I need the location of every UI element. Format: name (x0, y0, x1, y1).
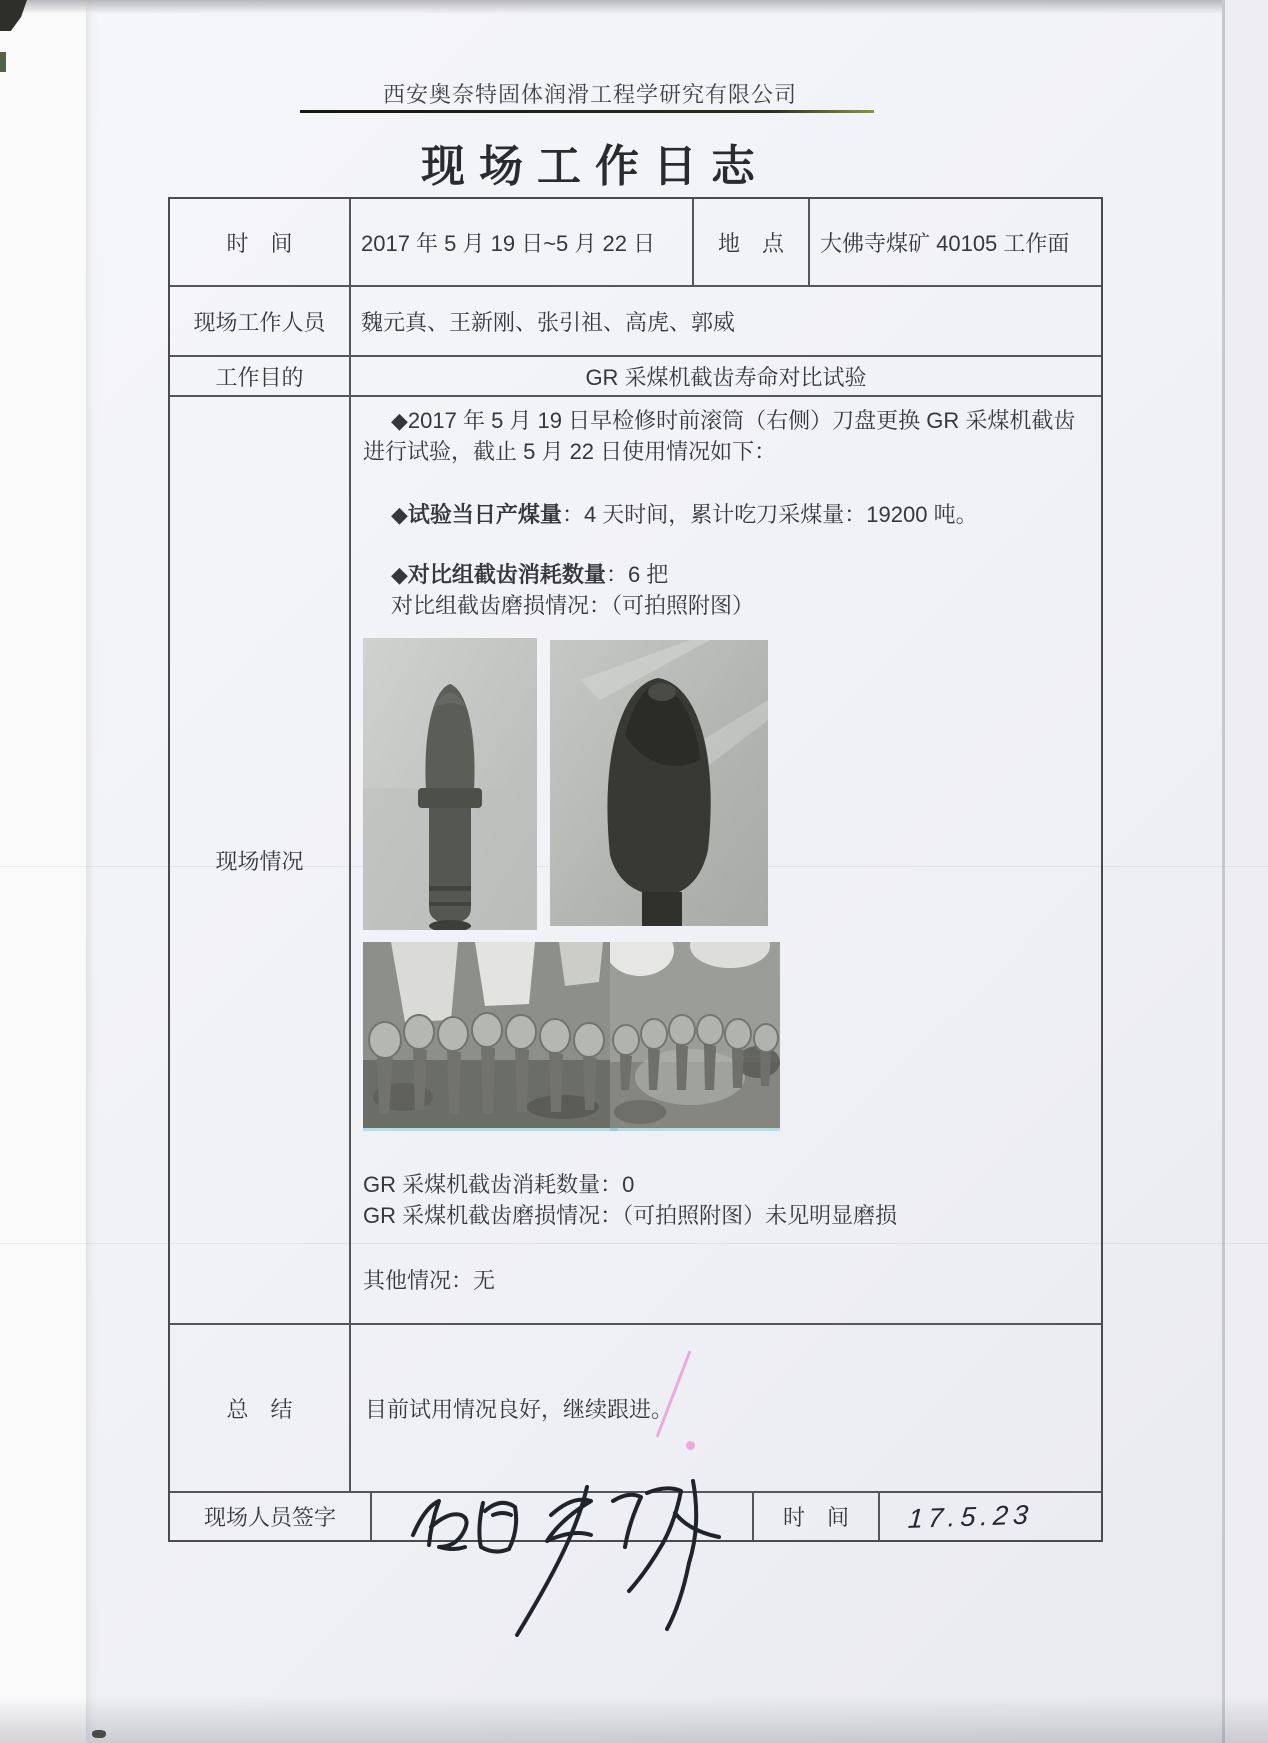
photo-drum-picks-left (363, 942, 618, 1131)
place-label-cell: 地 点 (694, 199, 810, 287)
work-log-table (168, 197, 1103, 1542)
site-paragraph-1: ◆2017 年 5 月 19 日早检修时前滚筒（右侧）刀盘更换 GR 采煤机截齿进行试验，截止 5 月 22 日使用情况如下： (363, 408, 1076, 464)
site-p3-bold: 对比组截齿消耗数量 (407, 562, 606, 587)
photo-new-pick (363, 638, 537, 930)
site-paragraph-5: GR 采煤机截齿消耗数量：0 (363, 1172, 635, 1197)
site-paragraph-6: GR 采煤机截齿磨损情况：（可拍照附图）未见明显磨损 (363, 1203, 898, 1228)
bullet-diamond: ◆ (391, 562, 408, 587)
site-p2-bold: 试验当日产煤量 (407, 502, 562, 527)
signature-cell (372, 1493, 754, 1540)
site-content-cell (351, 397, 1101, 1325)
purpose-value-cell: GR 采煤机截齿寿命对比试验 (351, 357, 1101, 397)
summary-value-cell: 目前试用情况良好，继续跟进。 (351, 1325, 1101, 1493)
scan-bottom-speck (92, 1730, 106, 1738)
sign-time-label-cell: 时 间 (754, 1493, 880, 1540)
site-p2-rest: ：4 天时间，累计吃刀采煤量：19200 吨。 (561, 502, 978, 527)
company-name: 西安奥奈特固体润滑工程学研究有限公司 (382, 82, 797, 107)
page-title: 现场工作日志 (421, 142, 769, 191)
staff-value-cell: 魏元真、王新刚、张引祖、高虎、郭威 (351, 287, 1101, 357)
summary-label-cell: 总 结 (170, 1325, 351, 1493)
site-paragraph-4: 对比组截齿磨损情况：（可拍照附图） (391, 593, 755, 618)
signature-label-cell: 现场人员签字 (170, 1493, 372, 1540)
paper-left-margin (0, 0, 86, 1743)
time-label-cell: 时 间 (170, 199, 351, 287)
company-underline (300, 110, 874, 113)
scan-top-shadow (0, 0, 1268, 14)
scan-right-margin (1225, 0, 1268, 1743)
site-paragraph-2 (363, 499, 1077, 530)
sign-time-value-cell: 17.5.23 (907, 1499, 1035, 1534)
purpose-label-cell: 工作目的 (170, 357, 351, 397)
site-p3-rest: ：6 把 (605, 562, 669, 587)
site-paragraph-7: 其他情况：无 (363, 1268, 496, 1293)
photo-drum-picks-right (610, 942, 780, 1131)
site-paragraph-3 (363, 559, 1077, 590)
scan-bottom-shadow (0, 1695, 1268, 1743)
photo-worn-pick (550, 640, 768, 926)
place-value-cell: 大佛寺煤矿 40105 工作面 (810, 199, 1101, 287)
staff-label-cell: 现场工作人员 (170, 287, 351, 357)
time-value-cell: 2017 年 5 月 19 日~5 月 22 日 (351, 199, 694, 287)
scan-edge-speck (0, 52, 6, 72)
site-label-cell: 现场情况 (170, 397, 351, 1325)
bullet-diamond: ◆ (391, 502, 408, 527)
